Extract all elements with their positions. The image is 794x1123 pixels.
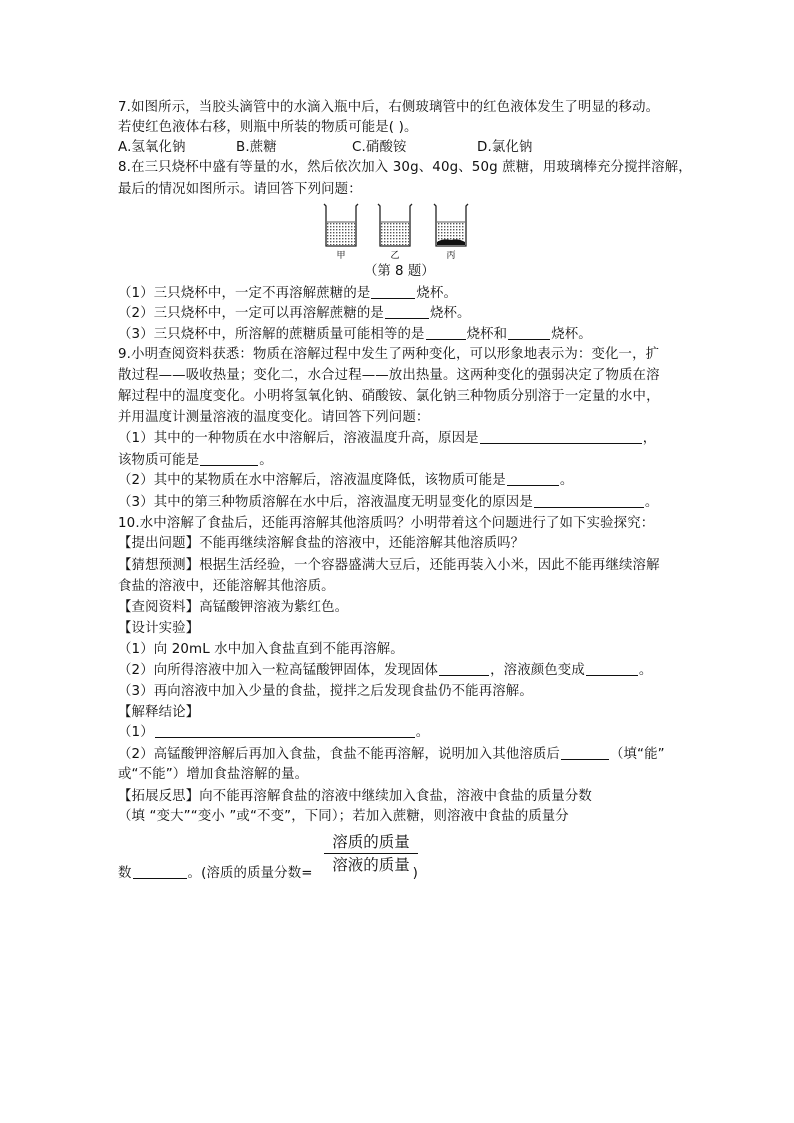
q10-design-3: （3）再向溶液中加入少量的食盐，搅拌之后发现食盐仍不能再溶解。 bbox=[118, 684, 533, 699]
q10-ref-text: 高锰酸钾溶液为紫红色。 bbox=[199, 600, 349, 615]
answer-blank[interactable] bbox=[426, 325, 466, 340]
q10-conclusion-2-text: （2）高锰酸钾溶解后再加入食盐，食盐不能再溶解，说明加入其他溶质后 bbox=[118, 747, 560, 762]
q10-last-paren: ) bbox=[412, 866, 418, 881]
q9-sub-1-cont-text: 该物质可能是 bbox=[118, 453, 200, 468]
q10-reflect bbox=[118, 787, 592, 807]
section-label-ref: 【查阅资料】 bbox=[118, 600, 200, 615]
q10-conclusion-2-tail: （填“能” bbox=[609, 747, 665, 762]
q8-sub-3-text: （3）三只烧杯中，所溶解的蔗糖质量可能相等的是 bbox=[118, 327, 425, 342]
q7-line-1: 7.如图所示，当胶头滴管中的水滴入瓶中后，右侧玻璃管中的红色液体发生了明显的移动。 bbox=[118, 100, 660, 115]
q9-line-1: 9.小明查阅资料获悉：物质在溶解过程中发生了两种变化，可以形象地表示为：变化一，扩 bbox=[118, 347, 660, 362]
q10-line-1: 10.水中溶解了食盐后，还能再溶解其他溶质吗？小明带着这个问题进行了如下实验探究： bbox=[118, 516, 655, 531]
q7-choice-b: B.蔗糖 bbox=[236, 140, 277, 155]
q10-ask-text: 不能再继续溶解食盐的溶液中，还能溶解其他溶质吗？ bbox=[199, 536, 525, 551]
q9-sub-3 bbox=[118, 493, 658, 513]
q10-conclusion-1-tail: 。 bbox=[415, 725, 430, 740]
q8-sub-3-mid: 烧杯和 bbox=[466, 327, 508, 342]
q10-ask bbox=[118, 534, 524, 554]
q9-sub-1 bbox=[118, 429, 656, 449]
q10-last-formula-text: 。(溶质的质量分数= bbox=[187, 866, 313, 881]
q10-reflect-cont: （填 “变大”“变小 ”或“不变”，下同）；若加入蔗糖，则溶液中食盐的质量分 bbox=[118, 809, 569, 824]
fraction-denominator: 溶液的质量 bbox=[332, 856, 410, 874]
answer-blank[interactable] bbox=[561, 745, 609, 760]
q9-line-2: 散过程——吸收热量；变化二，水合过程——放出热量。这两种变化的强弱决定了物质在溶 bbox=[118, 368, 660, 383]
beaker-label-yi: 乙 bbox=[390, 251, 400, 260]
section-label-conclusion: 【解释结论】 bbox=[118, 705, 200, 720]
q9-sub-2-tail: 。 bbox=[559, 473, 574, 488]
section-label-reflect: 【拓展反思】 bbox=[118, 789, 200, 804]
q10-last-line bbox=[118, 864, 418, 884]
q8-sub-2 bbox=[118, 304, 471, 324]
section-label-guess: 【猜想预测】 bbox=[118, 558, 200, 573]
answer-blank[interactable] bbox=[439, 661, 489, 676]
section-label-ask: 【提出问题】 bbox=[118, 536, 200, 551]
q9-sub-1-text: （1）其中的一种物质在水中溶解后，溶液温度升高，原因是 bbox=[118, 431, 479, 446]
q9-line-4: 并用温度计测量溶液的温度变化。请回答下列问题： bbox=[118, 410, 430, 425]
q10-conclusion-2-cont: 或“不能”）增加食盐溶解的量。 bbox=[118, 767, 309, 782]
q8-sub-2-tail: 烧杯。 bbox=[429, 306, 471, 321]
q10-guess-text: 根据生活经验，一个容器盛满大豆后，还能再装入小米，因此不能再继续溶解 bbox=[199, 558, 660, 573]
q7-choice-a: A.氢氧化钠 bbox=[118, 140, 186, 155]
q8-sub-3 bbox=[118, 325, 592, 345]
answer-blank[interactable] bbox=[371, 284, 415, 299]
answer-blank[interactable] bbox=[385, 304, 429, 319]
q8-sub-1 bbox=[118, 284, 457, 304]
q10-design-2-text: （2）向所得溶液中加入一粒高锰酸钾固体，发现固体 bbox=[118, 663, 439, 678]
q7-choice-d: D.氯化钠 bbox=[477, 140, 533, 155]
section-label-design: 【设计实验】 bbox=[118, 621, 200, 636]
q8-sub-3-tail: 烧杯。 bbox=[551, 327, 592, 342]
q10-ref bbox=[118, 598, 348, 618]
q9-sub-1-cont bbox=[118, 451, 273, 471]
q7-line-2: 若使红色液体右移，则瓶中所装的物质可能是( )。 bbox=[118, 120, 418, 135]
q9-sub-1-cont-tail: 。 bbox=[259, 453, 273, 468]
answer-blank[interactable] bbox=[480, 429, 642, 444]
q9-line-3: 解过程中的温度变化。小明将氢氧化钠、硝酸铵、氯化钠三种物质分别溶于一定量的水中， bbox=[118, 389, 660, 404]
q8-line-1: 8.在三只烧杯中盛有等量的水，然后依次加入 30g、40g、50g 蔗糖，用玻璃棒充分搅拌溶解， bbox=[118, 160, 692, 175]
q10-design-1: （1）向 20mL 水中加入食盐直到不能再溶解。 bbox=[118, 642, 404, 657]
figure-caption: （第 8 题） bbox=[364, 264, 435, 279]
q9-sub-2-text: （2）其中的某物质在水中溶解后，溶液温度降低，该物质可能是 bbox=[118, 473, 506, 488]
q10-guess-cont: 食盐的溶液中，还能溶解其他溶质。 bbox=[118, 579, 335, 594]
q8-line-2: 最后的情况如图所示。请回答下列问题： bbox=[118, 182, 362, 197]
q7-choice-c: C.硝酸铵 bbox=[352, 140, 407, 155]
q9-sub-2 bbox=[118, 471, 573, 491]
q10-design-2-tail: 。 bbox=[638, 663, 653, 678]
beakers-figure bbox=[318, 202, 478, 260]
q10-conclusion-2 bbox=[118, 745, 665, 765]
undissolved-sugar bbox=[437, 239, 465, 245]
q9-sub-1-comma: ， bbox=[642, 431, 657, 446]
beaker-label-jia: 甲 bbox=[336, 251, 346, 260]
answer-blank[interactable] bbox=[133, 864, 187, 879]
beaker-label-bing: 丙 bbox=[446, 251, 456, 260]
q10-guess bbox=[118, 556, 660, 576]
beaker-jia bbox=[324, 204, 358, 246]
q8-sub-1-tail: 烧杯。 bbox=[416, 286, 458, 301]
answer-blank[interactable] bbox=[200, 451, 258, 466]
q8-sub-1-text: （1）三只烧杯中，一定不再溶解蔗糖的是 bbox=[118, 286, 371, 301]
beaker-bing bbox=[434, 204, 468, 246]
q10-reflect-text: 向不能再溶解食盐的溶液中继续加入食盐，溶液中食盐的质量分数 bbox=[199, 789, 592, 804]
q9-sub-3-tail: 。 bbox=[644, 495, 659, 510]
q10-design-2-mid: ，溶液颜色变成 bbox=[490, 663, 585, 678]
q10-conclusion-1 bbox=[118, 723, 429, 743]
answer-blank[interactable] bbox=[586, 661, 638, 676]
beaker-yi bbox=[378, 204, 412, 246]
q8-sub-2-text: （2）三只烧杯中，一定可以再溶解蔗糖的是 bbox=[118, 306, 384, 321]
q7-choices bbox=[118, 138, 533, 158]
q10-last-text: 数 bbox=[118, 866, 132, 881]
answer-blank[interactable] bbox=[534, 493, 644, 508]
answer-blank[interactable] bbox=[155, 723, 415, 738]
q9-sub-3-text: （3）其中的第三种物质溶解在水中后，溶液温度无明显变化的原因是 bbox=[118, 495, 533, 510]
fraction-numerator: 溶质的质量 bbox=[332, 833, 410, 851]
q10-conclusion-1-text: （1） bbox=[118, 725, 154, 740]
answer-blank[interactable] bbox=[507, 471, 559, 486]
q10-design-2 bbox=[118, 661, 652, 681]
answer-blank[interactable] bbox=[508, 325, 550, 340]
